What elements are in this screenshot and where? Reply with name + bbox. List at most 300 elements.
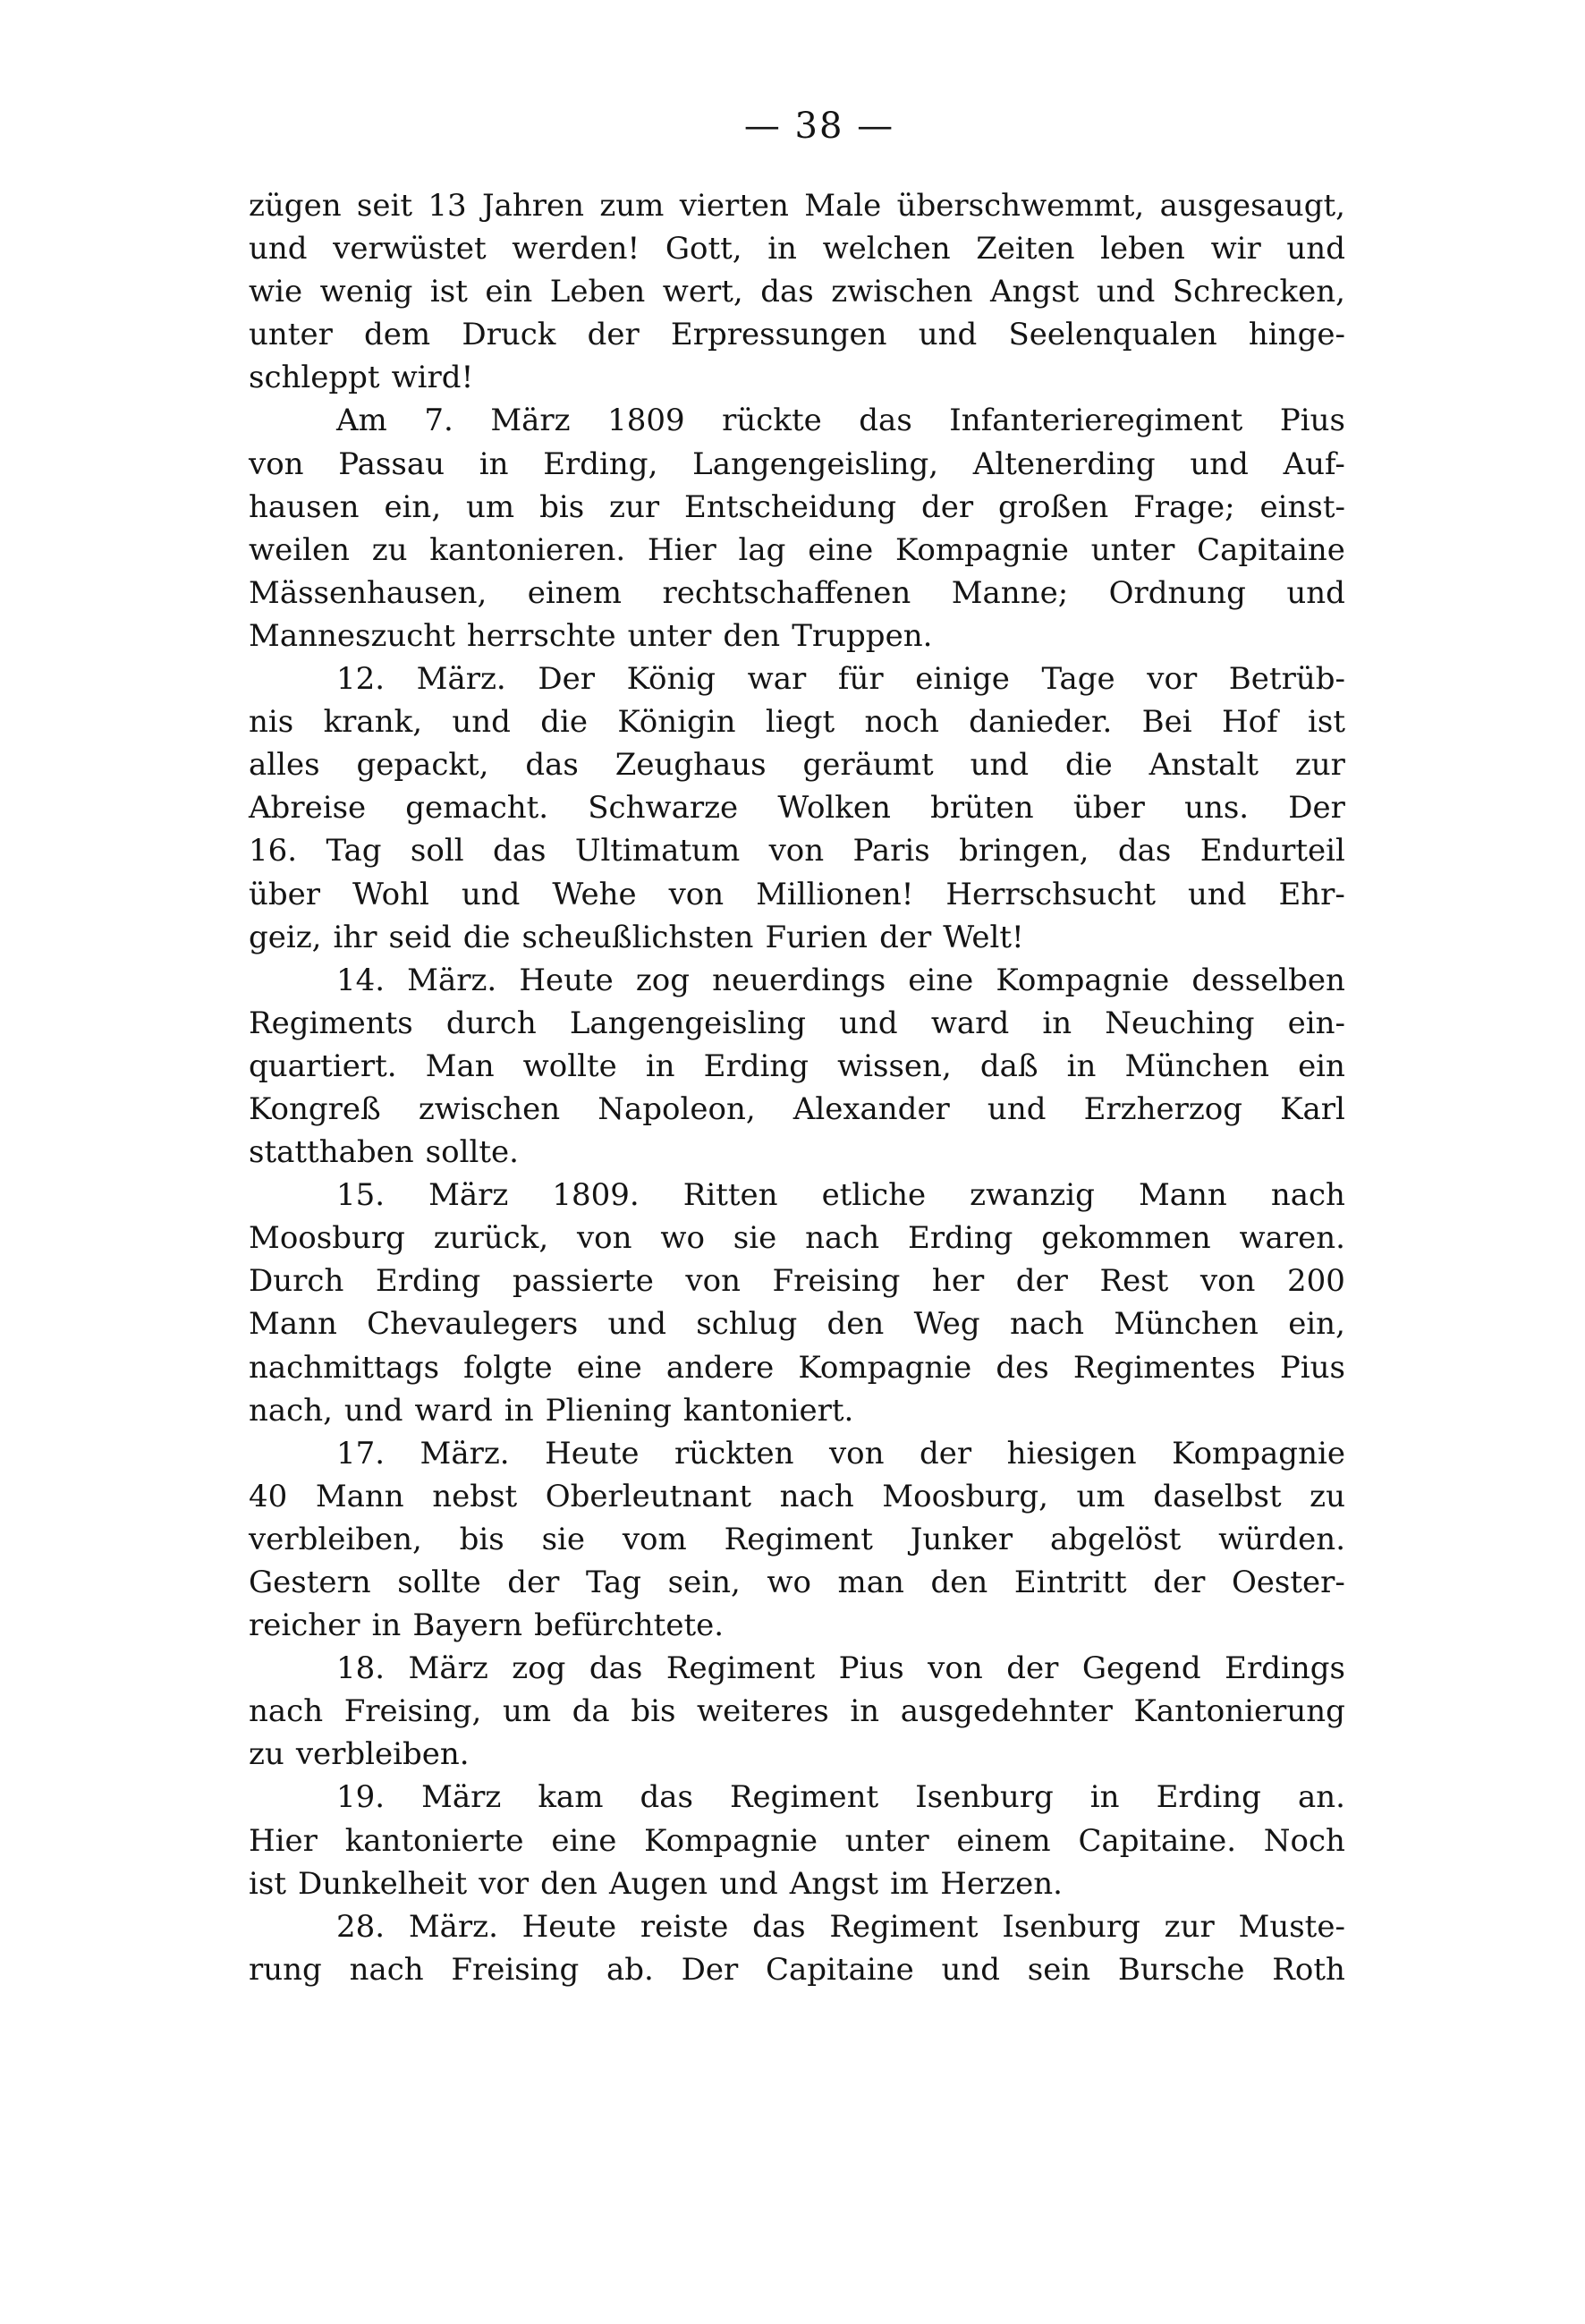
- word: Endurteil: [1199, 833, 1345, 869]
- word: Mässenhausen,: [249, 574, 487, 611]
- word: in: [767, 231, 797, 267]
- word: 14.: [336, 962, 386, 998]
- word: Gestern: [249, 1565, 371, 1600]
- word: alles: [249, 747, 320, 784]
- word: Wehe: [552, 876, 637, 912]
- word: vor: [479, 1865, 530, 1902]
- text-line: [249, 1475, 1345, 1518]
- word: zu: [249, 1736, 284, 1773]
- text-line: [249, 615, 1345, 657]
- word: Durch: [249, 1263, 344, 1300]
- word: zu: [371, 531, 408, 568]
- word: Auf-: [1283, 445, 1345, 482]
- word: von: [576, 1220, 632, 1257]
- word: geräumt: [802, 747, 934, 784]
- word: Regimentes: [1072, 1349, 1256, 1386]
- word: sein,: [667, 1565, 741, 1600]
- word: danieder.: [969, 704, 1113, 741]
- word: das: [760, 274, 814, 310]
- text-line: [249, 1389, 1345, 1432]
- word: März: [421, 1779, 502, 1816]
- word: Junker: [910, 1521, 1013, 1557]
- word: passierte: [512, 1263, 654, 1300]
- word: der: [507, 1565, 560, 1600]
- word: brüten: [930, 790, 1034, 827]
- word: quartiert.: [249, 1047, 397, 1084]
- word: März: [428, 1177, 509, 1214]
- word: einem: [527, 574, 623, 611]
- word: ausgedehnter: [900, 1693, 1113, 1730]
- word: der: [1153, 1565, 1206, 1600]
- word: Altenerding: [972, 445, 1156, 482]
- word: Am: [336, 403, 387, 439]
- word: neuerdings: [712, 962, 886, 998]
- word: das: [752, 1908, 806, 1945]
- word: Eintritt: [1013, 1565, 1127, 1600]
- text-line: [249, 1604, 1345, 1647]
- word: Regiment: [829, 1908, 979, 1945]
- text-line: [249, 1260, 1345, 1302]
- word: ist: [1308, 704, 1345, 741]
- word: rung: [249, 1951, 322, 1988]
- word: Herzen.: [940, 1865, 1063, 1902]
- word: hinge-: [1248, 317, 1345, 353]
- word: März: [408, 1650, 488, 1687]
- word: Ritten: [682, 1177, 778, 1214]
- word: schlug: [696, 1306, 798, 1343]
- word: verwüstet: [333, 231, 487, 267]
- word: Erzherzog: [1083, 1090, 1242, 1127]
- word: wollte: [522, 1047, 617, 1084]
- word: gepackt,: [356, 747, 489, 784]
- word: Zeiten: [976, 231, 1075, 267]
- word: nachmittags: [249, 1349, 440, 1386]
- word: Druck: [462, 317, 556, 353]
- word: sie: [541, 1521, 586, 1557]
- word: ab.: [606, 1951, 654, 1988]
- word: München: [1124, 1047, 1270, 1084]
- word: lag: [738, 531, 786, 568]
- word: nach: [1009, 1306, 1085, 1343]
- text-line: [249, 313, 1345, 356]
- word: Erding,: [543, 445, 658, 482]
- word: Freising: [772, 1263, 901, 1300]
- word: März.: [420, 1435, 510, 1472]
- word: den: [540, 1865, 598, 1902]
- word: Tage: [1041, 661, 1115, 698]
- word: werden!: [512, 231, 640, 267]
- word: Leben: [549, 274, 646, 310]
- word: Hier: [647, 531, 716, 568]
- word: ist: [429, 274, 468, 310]
- word: Langengeisling: [569, 1005, 806, 1041]
- word: Heute: [545, 1435, 640, 1472]
- word: Erding: [703, 1047, 809, 1084]
- word: waren.: [1239, 1220, 1345, 1257]
- word: nach: [1270, 1177, 1345, 1214]
- word: Bei: [1141, 704, 1192, 741]
- word: März: [490, 403, 571, 439]
- word: Augen: [608, 1865, 708, 1902]
- word: das: [640, 1779, 693, 1816]
- word: nebst: [432, 1478, 518, 1514]
- word: Pius: [1279, 403, 1345, 439]
- word: welchen: [822, 231, 951, 267]
- word: Man: [425, 1047, 495, 1084]
- word: und: [461, 876, 521, 912]
- page-number: — 38 —: [743, 106, 895, 147]
- word: Zeughaus: [615, 747, 767, 784]
- word: in: [504, 1392, 534, 1429]
- word: Schwarze: [588, 790, 739, 827]
- word: 19.: [336, 1779, 386, 1816]
- word: hiesigen: [1006, 1435, 1137, 1472]
- word: kam: [538, 1779, 604, 1816]
- word: Der: [681, 1951, 739, 1988]
- text-line: [249, 1045, 1345, 1088]
- word: zur: [609, 488, 660, 525]
- word: Pius: [1279, 1349, 1345, 1386]
- word: Oester-: [1231, 1565, 1345, 1600]
- word: in: [371, 1607, 402, 1644]
- word: kantoniert.: [682, 1392, 854, 1429]
- text-line: [249, 743, 1345, 786]
- text-line: [249, 184, 1345, 227]
- word: Tag: [586, 1565, 642, 1600]
- word: verbleiben,: [249, 1521, 422, 1557]
- word: und: [839, 1005, 898, 1041]
- word: Abreise: [249, 790, 367, 827]
- word: soll: [410, 833, 464, 869]
- word: den: [723, 617, 781, 654]
- word: Kongreß: [249, 1090, 381, 1127]
- word: Moosburg: [249, 1220, 405, 1257]
- text-line: [249, 443, 1345, 486]
- word: Erpressungen: [670, 317, 887, 353]
- word: im: [890, 1865, 929, 1902]
- word: zügen: [249, 188, 342, 224]
- word: März.: [416, 661, 506, 698]
- word: sie: [733, 1220, 777, 1257]
- word: Napoleon,: [598, 1090, 756, 1127]
- word: Karl: [1280, 1090, 1345, 1127]
- word: von: [1199, 1263, 1256, 1300]
- word: Erding: [1156, 1779, 1261, 1816]
- word: und: [1286, 231, 1345, 267]
- word: nach: [779, 1478, 854, 1514]
- word: schleppt: [249, 360, 380, 396]
- word: liegt: [765, 704, 835, 741]
- text-line: [249, 1647, 1345, 1690]
- word: und: [452, 704, 511, 741]
- word: würden.: [1218, 1521, 1345, 1557]
- word: unter: [1090, 531, 1175, 568]
- text-line: [249, 1733, 1345, 1776]
- word: ist: [249, 1865, 286, 1902]
- word: leben: [1100, 231, 1185, 267]
- word: eine: [576, 1349, 642, 1386]
- word: ward: [414, 1392, 493, 1429]
- word: zu: [1310, 1478, 1345, 1514]
- word: 12.: [336, 661, 386, 698]
- text-line: [249, 1088, 1345, 1131]
- word: noch: [864, 704, 939, 741]
- word: Capitaine: [765, 1951, 914, 1988]
- word: Heute: [521, 1908, 617, 1945]
- word: das: [859, 403, 912, 439]
- text-line: [249, 1561, 1345, 1604]
- text-line: [249, 959, 1345, 1002]
- word: Moosburg,: [882, 1478, 1048, 1514]
- word: von: [768, 833, 825, 869]
- word: wir: [1210, 231, 1261, 267]
- word: den: [826, 1306, 885, 1343]
- word: bis: [631, 1693, 676, 1730]
- word: ein-: [1287, 1005, 1345, 1041]
- word: Jahren: [481, 188, 585, 224]
- word: über: [249, 876, 321, 912]
- word: eine: [551, 1822, 617, 1859]
- word: von: [668, 876, 725, 912]
- word: zwischen: [831, 274, 973, 310]
- word: krank,: [323, 704, 422, 741]
- word: ward: [930, 1005, 1010, 1041]
- word: in: [645, 1047, 675, 1084]
- word: in: [1089, 1779, 1120, 1816]
- word: um: [1076, 1478, 1125, 1514]
- word: Tag: [326, 833, 382, 869]
- text-line: [249, 1302, 1345, 1345]
- word: Kompagnie: [894, 531, 1069, 568]
- word: 16.: [249, 833, 298, 869]
- word: zur: [1164, 1908, 1215, 1945]
- word: einst-: [1259, 488, 1345, 525]
- word: zum: [599, 188, 665, 224]
- word: Manne;: [951, 574, 1069, 611]
- text-line: [249, 486, 1345, 529]
- text-line: [249, 399, 1345, 442]
- word: nach: [349, 1951, 424, 1988]
- word: der: [879, 919, 932, 955]
- word: ein: [1298, 1047, 1345, 1084]
- text-line: [249, 657, 1345, 700]
- word: ihr: [333, 919, 377, 955]
- text-line: [249, 1217, 1345, 1260]
- word: März.: [408, 1908, 498, 1945]
- word: von: [685, 1263, 741, 1300]
- word: Alexander: [792, 1090, 950, 1127]
- word: in: [1066, 1047, 1097, 1084]
- word: Bayern: [412, 1607, 523, 1644]
- word: Heute: [519, 962, 614, 998]
- word: da: [572, 1693, 610, 1730]
- word: die: [462, 919, 511, 955]
- word: zwanzig: [970, 1177, 1095, 1214]
- word: rückten: [674, 1435, 794, 1472]
- text-line: [249, 1346, 1345, 1389]
- body-text: [249, 184, 1345, 1991]
- text-line: [249, 829, 1345, 872]
- word: unter: [844, 1822, 929, 1859]
- word: Pius: [838, 1650, 904, 1687]
- word: 17.: [336, 1435, 386, 1472]
- word: vom: [622, 1521, 687, 1557]
- word: und: [719, 1865, 778, 1902]
- word: uns.: [1184, 790, 1250, 827]
- word: Male: [804, 188, 882, 224]
- word: den: [930, 1565, 988, 1600]
- word: März.: [407, 962, 497, 998]
- word: Passau: [338, 445, 445, 482]
- word: rückte: [722, 403, 822, 439]
- word: Betrüb-: [1228, 661, 1345, 698]
- word: 28.: [336, 1908, 386, 1945]
- word: das: [1117, 833, 1172, 869]
- word: einige: [915, 661, 1010, 698]
- word: Ultimatum: [574, 833, 741, 869]
- word: zwischen: [418, 1090, 561, 1127]
- word: Capitaine.: [1078, 1822, 1237, 1859]
- word: Ehr-: [1278, 876, 1345, 912]
- word: Königin: [617, 704, 736, 741]
- word: ein,: [1288, 1306, 1345, 1343]
- word: weiteres: [697, 1693, 829, 1730]
- word: gekommen: [1041, 1220, 1211, 1257]
- word: vor: [1147, 661, 1198, 698]
- word: folgte: [463, 1349, 553, 1386]
- word: und: [343, 1392, 403, 1429]
- text-line: [249, 356, 1345, 399]
- word: durch: [445, 1005, 537, 1041]
- word: Gegend: [1081, 1650, 1201, 1687]
- word: scheußlichsten: [521, 919, 754, 955]
- word: und: [918, 317, 978, 353]
- word: des: [996, 1349, 1049, 1386]
- word: die: [1064, 747, 1113, 784]
- word: zurück,: [433, 1220, 549, 1257]
- word: nach: [249, 1693, 324, 1730]
- word: 1809: [607, 403, 685, 439]
- text-line: [249, 1432, 1345, 1475]
- word: nach: [805, 1220, 880, 1257]
- word: daß: [979, 1047, 1038, 1084]
- word: von: [828, 1435, 885, 1472]
- word: sollte: [397, 1565, 481, 1600]
- word: großen: [998, 488, 1109, 525]
- word: ein,: [384, 488, 442, 525]
- word: Wohl: [352, 876, 429, 912]
- word: 40: [249, 1478, 288, 1514]
- word: Regiment: [665, 1650, 816, 1687]
- word: die: [540, 704, 588, 741]
- word: weilen: [249, 531, 350, 568]
- word: Angst: [789, 1865, 879, 1902]
- word: an.: [1297, 1779, 1345, 1816]
- text-line: [249, 700, 1345, 743]
- word: wie: [249, 274, 303, 310]
- word: Anstalt: [1148, 747, 1259, 784]
- word: Manneszucht: [249, 617, 455, 654]
- word: kantonieren.: [429, 531, 626, 568]
- word: Freising,: [343, 1693, 482, 1730]
- text-line: [249, 1948, 1345, 1991]
- word: rechtschaffenen: [662, 574, 911, 611]
- word: in: [1042, 1005, 1072, 1041]
- word: geiz,: [249, 919, 322, 955]
- word: Herrschsucht: [945, 876, 1157, 912]
- word: unter: [249, 317, 333, 353]
- word: Frage;: [1133, 488, 1235, 525]
- word: seid: [388, 919, 452, 955]
- word: wo: [660, 1220, 705, 1257]
- word: dem: [364, 317, 431, 353]
- word: in: [850, 1693, 880, 1730]
- word: Weg: [913, 1306, 980, 1343]
- word: 7.: [424, 403, 453, 439]
- word: das: [525, 747, 579, 784]
- text-line: [249, 227, 1345, 270]
- text-line: [249, 1690, 1345, 1733]
- word: Wolken: [777, 790, 891, 827]
- word: Angst: [990, 274, 1080, 310]
- text-line: [249, 1174, 1345, 1217]
- word: reicher: [249, 1607, 360, 1644]
- word: sein: [1027, 1951, 1091, 1988]
- word: statthaben: [249, 1134, 414, 1171]
- word: desselben: [1191, 962, 1345, 998]
- word: und: [1190, 445, 1249, 482]
- word: und: [941, 1951, 1001, 1988]
- word: Chevaulegers: [367, 1306, 579, 1343]
- word: Schrecken,: [1172, 274, 1345, 310]
- word: Kompagnie: [644, 1822, 818, 1859]
- word: ein: [485, 274, 533, 310]
- word: der: [1015, 1263, 1068, 1300]
- word: 200: [1287, 1263, 1345, 1300]
- word: seit: [356, 188, 413, 224]
- word: Hof: [1221, 704, 1278, 741]
- text-line: [249, 1131, 1345, 1174]
- word: zog: [635, 962, 691, 998]
- word: reiste: [640, 1908, 729, 1945]
- word: der: [1006, 1650, 1059, 1687]
- word: der: [920, 1435, 972, 1472]
- word: Infanterieregiment: [949, 403, 1243, 439]
- word: vierten: [679, 188, 789, 224]
- word: unter: [627, 617, 712, 654]
- word: etliche: [821, 1177, 927, 1214]
- word: einem: [956, 1822, 1051, 1859]
- word: König: [626, 661, 716, 698]
- word: Pliening: [545, 1392, 672, 1429]
- word: Kompagnie: [1172, 1435, 1345, 1472]
- word: bringen,: [959, 833, 1089, 869]
- word: herrschte: [466, 617, 616, 654]
- word: das: [492, 833, 547, 869]
- word: und: [1286, 574, 1345, 611]
- word: Millionen!: [756, 876, 914, 912]
- word: 13: [428, 188, 467, 224]
- word: Regiments: [249, 1005, 413, 1041]
- word: abgelöst: [1049, 1521, 1182, 1557]
- word: Dunkelheit: [298, 1865, 468, 1902]
- word: Mann: [1138, 1177, 1227, 1214]
- word: Roth: [1272, 1951, 1345, 1988]
- text-line: [249, 873, 1345, 916]
- word: Erdings: [1225, 1650, 1345, 1687]
- word: verbleiben.: [295, 1736, 470, 1773]
- text-line: [249, 270, 1345, 313]
